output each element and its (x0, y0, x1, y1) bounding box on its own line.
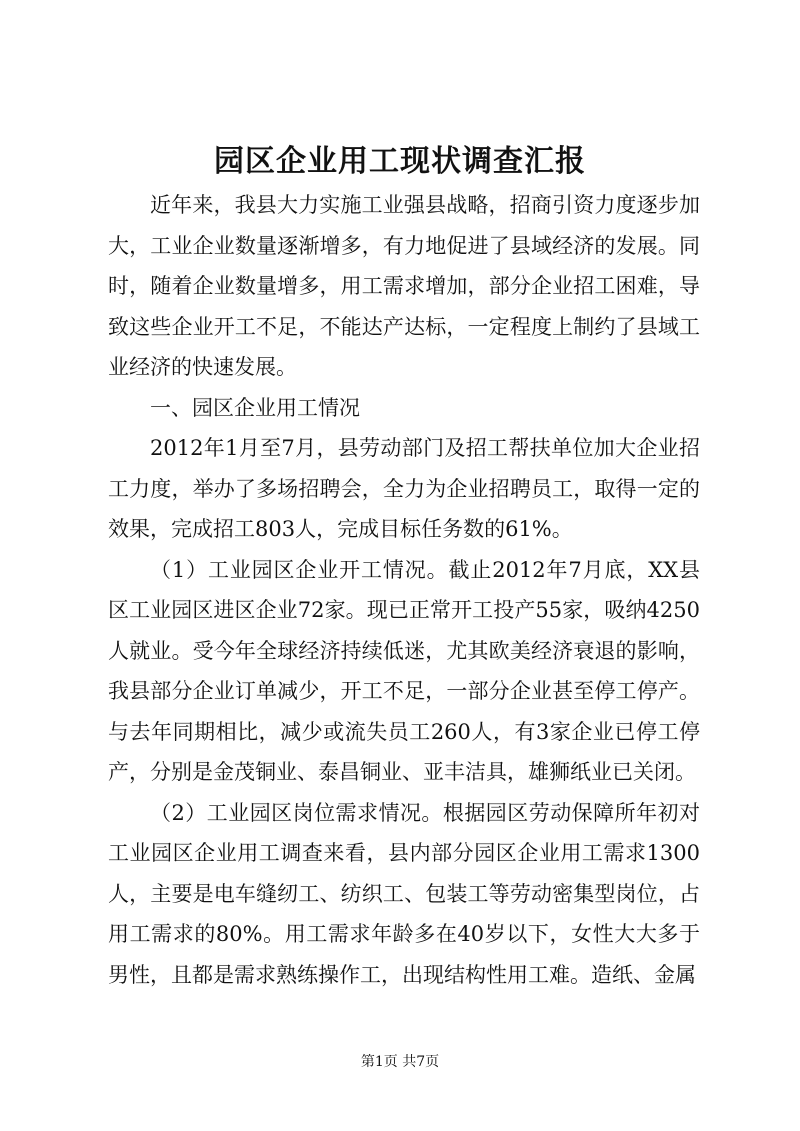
page-footer: 第1页 共7页 (360, 1054, 440, 1070)
paragraph-park-operation: （1）工业园区企业开工情况。截止2012年7月底，XX县区工业园区进区企业72家。现已正常开工投产55家，吸纳4250人就业。受今年全球经济持续低迷，尤其欧美经济衰退的影响，我县部分企业订单减少，开工不足，一部分企业甚至停工停产。与去年同期相比，减少或流失员工260人，有3家企业已停工停产，分别是金茂铜业、泰昌铜业、亚丰洁具，雄狮纸业已关闭。 (108, 557, 700, 784)
document-body (108, 185, 700, 995)
section-heading: 一、园区企业用工情况 (150, 395, 360, 420)
document-title: 园区企业用工现状调查汇报 (214, 144, 586, 179)
paragraph-job-demand: （2）工业园区岗位需求情况。根据园区劳动保障所年初对工业园区企业用工调查来看，县内部分园区企业用工需求1300人，主要是电车缝纫工、纺织工、包装工等劳动密集型岗位，占用工需求的80%。用工需求年龄多在40岁以下，女性大大多于男性，且都是需求熟练操作工，出现结构性用工难。造纸、金属 (108, 800, 700, 987)
paragraph-recruitment: 2012年1月至7月，县劳动部门及招工帮扶单位加大企业招工力度，举办了多场招聘会，全力为企业招聘员工，取得一定的效果，完成招工803人，完成目标任务数的61%。 (108, 436, 700, 541)
paragraph-intro: 近年来，我县大力实施工业强县战略，招商引资力度逐步加大，工业企业数量逐渐增多，有力地促进了县域经济的发展。同时，随着企业数量增多，用工需求增加，部分企业招工困难，导致这些企业开工不足，不能达产达标，一定程度上制约了县域工业经济的快速发展。 (108, 193, 700, 379)
